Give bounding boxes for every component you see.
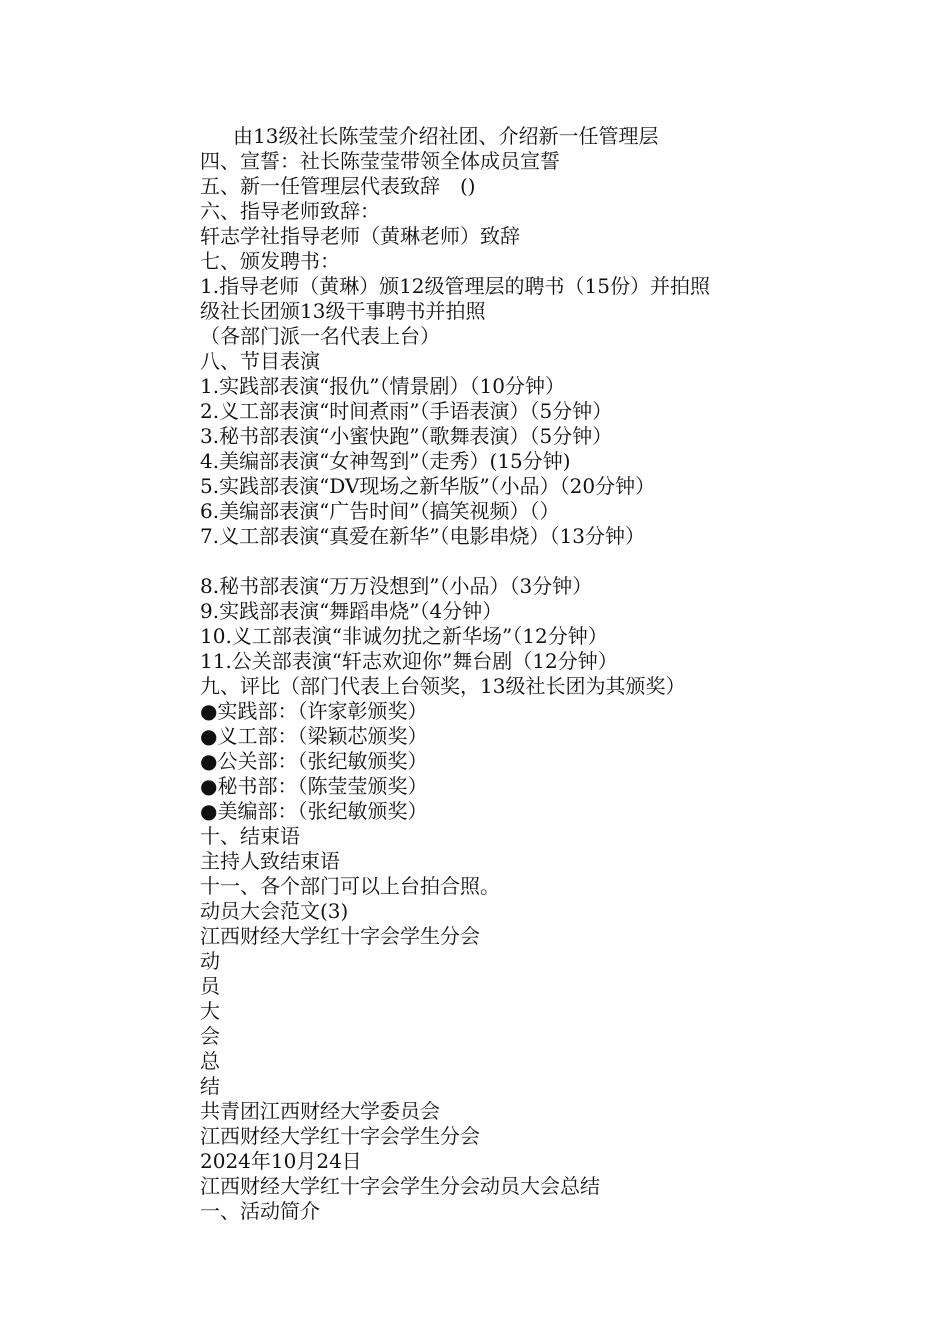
text-line-teacher-speech: 轩志学社指导老师（黄琳老师）致辞 bbox=[200, 224, 520, 248]
text-line-teacher-speech-heading: 六、指导老师致辞： bbox=[200, 199, 380, 223]
text-line-award-pr: ●公关部：（张纪敏颁奖） bbox=[200, 749, 428, 773]
text-line-activity-intro: 一、活动简介 bbox=[200, 1199, 320, 1223]
text-line-group-photo: 十一、各个部门可以上台拍合照。 bbox=[200, 874, 500, 898]
text-line-award-secretary: ●秘书部：（陈莹莹颁奖） bbox=[200, 774, 428, 798]
text-line-intro-management: 由13级社长陈莹莹介绍社团、介绍新一任管理层 bbox=[233, 124, 659, 148]
text-line-performance-10: 10.义工部表演“非诚勿扰之新华场”（12分钟） bbox=[200, 624, 608, 648]
text-line-summary-title: 江西财经大学红十字会学生分会动员大会总结 bbox=[200, 1174, 600, 1198]
text-line-vertical-char-5: 总 bbox=[200, 1049, 220, 1073]
text-line-new-management-speech: 五、新一任管理层代表致辞 () bbox=[200, 174, 476, 198]
text-line-performance-9: 9.实践部表演“舞蹈串烧”（4分钟） bbox=[200, 599, 503, 623]
text-line-appointment-heading: 七、颁发聘书： bbox=[200, 249, 340, 273]
text-line-org-name: 江西财经大学红十字会学生分会 bbox=[200, 924, 480, 948]
text-line-award-design: ●美编部：（张纪敏颁奖） bbox=[200, 799, 428, 823]
text-line-appointment-note: （各部门派一名代表上台） bbox=[200, 324, 440, 348]
text-line-awards-heading: 九、评比（部门代表上台领奖，13级社长团为其颁奖） bbox=[200, 674, 686, 698]
text-line-closing-heading: 十、结束语 bbox=[200, 824, 300, 848]
text-line-sample-title: 动员大会范文(3) bbox=[200, 899, 349, 923]
text-line-vertical-char-1: 动 bbox=[200, 949, 220, 973]
text-line-appointment-1: 1.指导老师（黄琳）颁12级管理层的聘书（15份）并拍照 bbox=[200, 274, 710, 298]
text-line-youth-league: 共青团江西财经大学委员会 bbox=[200, 1099, 440, 1123]
text-line-performance-11: 11.公关部表演“轩志欢迎你”舞台剧（12分钟） bbox=[200, 649, 618, 673]
document-body bbox=[200, 124, 900, 1224]
text-line-appointment-2: 级社长团颁13级干事聘书并拍照 bbox=[200, 299, 486, 323]
text-line-vertical-char-6: 结 bbox=[200, 1074, 220, 1098]
text-line-oath: 四、宣誓：社长陈莹莹带领全体成员宣誓 bbox=[200, 149, 560, 173]
text-line-performance-8: 8.秘书部表演“万万没想到”（小品）（3分钟） bbox=[200, 574, 593, 598]
text-line-award-practice: ●实践部：（许家彰颁奖） bbox=[200, 699, 428, 723]
text-line-performance-heading: 八、节目表演 bbox=[200, 349, 320, 373]
text-line-performance-6: 6.美编部表演“广告时间”（搞笑视频）（） bbox=[200, 499, 560, 523]
text-line-org-name-2: 江西财经大学红十字会学生分会 bbox=[200, 1124, 480, 1148]
text-line-vertical-char-4: 会 bbox=[200, 1024, 220, 1048]
text-line-performance-4: 4.美编部表演“女神驾到”（走秀）(15分钟) bbox=[200, 449, 571, 473]
text-line-performance-7: 7.义工部表演“真爱在新华”（电影串烧）（13分钟） bbox=[200, 524, 645, 548]
text-line-performance-5: 5.实践部表演“DV现场之新华版”（小品）（20分钟） bbox=[200, 474, 656, 498]
text-line-performance-3: 3.秘书部表演“小蜜快跑”（歌舞表演）（5分钟） bbox=[200, 424, 613, 448]
text-line-date: 2024年10月24日 bbox=[200, 1149, 362, 1173]
blank-line bbox=[200, 549, 900, 574]
text-line-performance-2: 2.义工部表演“时间煮雨”（手语表演）（5分钟） bbox=[200, 399, 613, 423]
text-line-award-volunteer: ●义工部：（梁颖芯颁奖） bbox=[200, 724, 428, 748]
text-line-vertical-char-2: 员 bbox=[200, 974, 220, 998]
text-line-performance-1: 1.实践部表演“报仇”（情景剧）（10分钟） bbox=[200, 374, 565, 398]
text-line-vertical-char-3: 大 bbox=[200, 999, 220, 1023]
text-line-closing-speech: 主持人致结束语 bbox=[200, 849, 340, 873]
